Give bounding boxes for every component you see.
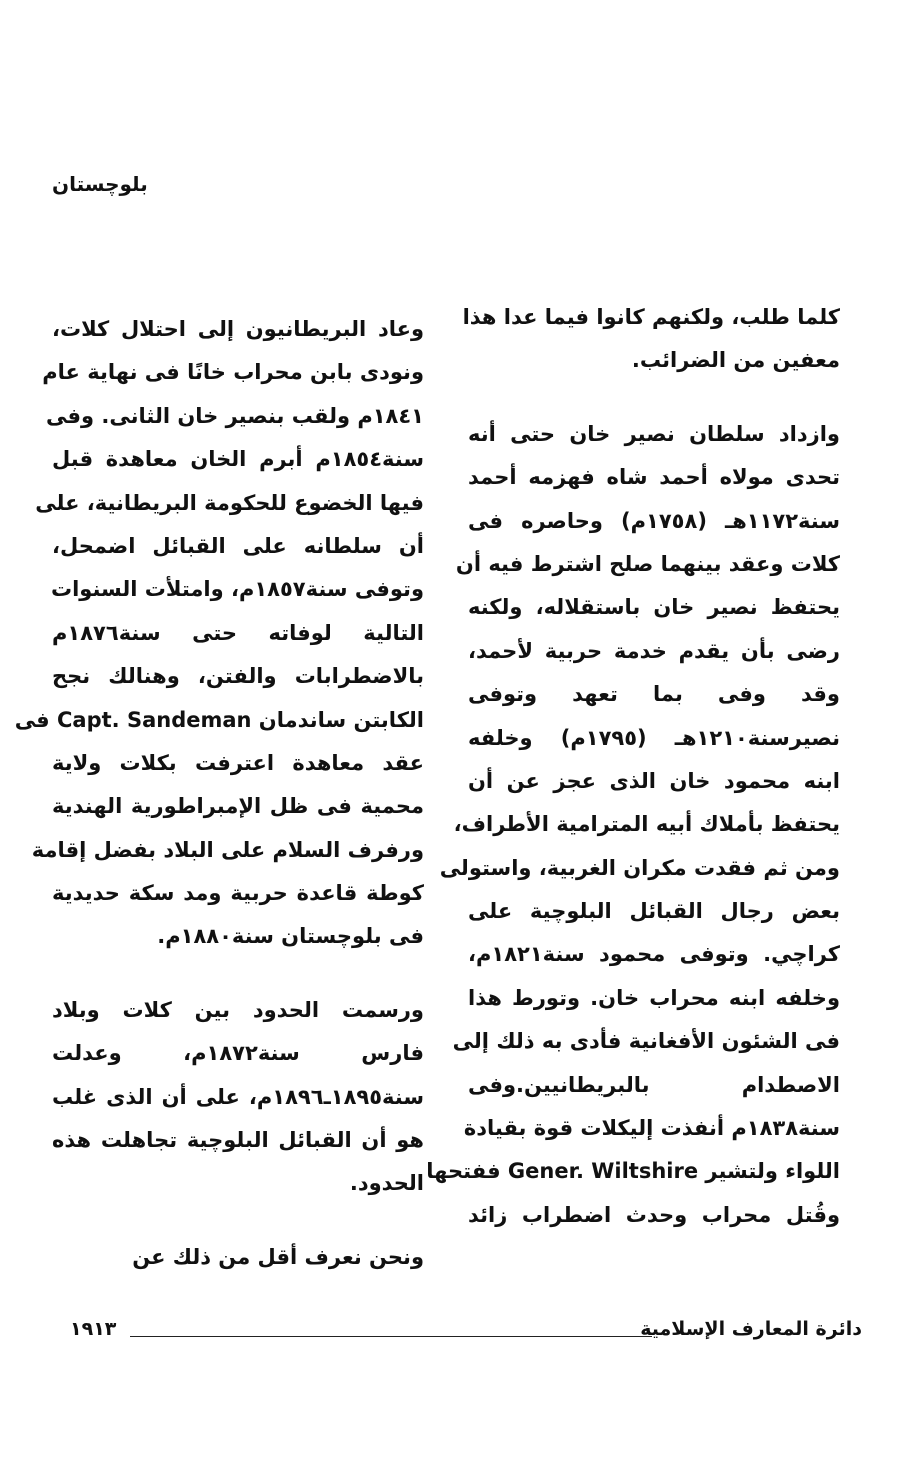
text-line: فيها الخضوع للحكومة البريطانية، على: [35, 490, 424, 515]
text-line: كلات وعقد بينهما صلح اشترط فيه أن: [455, 551, 840, 576]
text-line: كراچي. وتوفى محمود سنة١٨٢١م،: [468, 942, 840, 967]
paragraph: [462, 296, 840, 383]
paragraph-gap: [52, 959, 424, 989]
text-line: فى الشئون الأفغانية فأدى به ذلك إلى: [452, 1029, 840, 1054]
paragraph: [52, 989, 424, 1206]
text-line: الاصطدام بالبريطانيين.وفى: [468, 1072, 840, 1097]
paragraph: [52, 1236, 424, 1279]
running-header-title: بلوچستان: [52, 172, 148, 196]
text-line: الكابتن ساندمان Capt. Sandeman فى: [14, 707, 424, 732]
text-line: ورفرف السلام على البلاد بفضل إقامة: [31, 837, 424, 862]
text-line: أن سلطانه على القبائل اضمحل،: [52, 533, 424, 558]
text-line: محمية فى ظل الإمبراطورية الهندية: [52, 794, 424, 819]
footer-rule: [130, 1336, 652, 1337]
text-line: ابنه محمود خان الذى عجز عن أن: [468, 768, 840, 793]
text-line: ورسمت الحدود بين كلات وبلاد: [52, 997, 424, 1022]
paragraph-gap: [52, 1206, 424, 1236]
text-line: فى بلوچستان سنة١٨٨٠م.: [157, 924, 424, 949]
text-line: سنة١٨٣٨م أنفذت إليكلات قوة بقيادة: [463, 1116, 840, 1141]
paragraph-gap: [468, 383, 840, 413]
text-line: وتوفى سنة١٨٥٧م، وامتلأت السنوات: [50, 577, 424, 602]
text-line: كلما طلب، ولكنهم كانوا فيما عدا هذا: [462, 305, 840, 329]
page-number: ١٩١٣: [70, 1318, 117, 1340]
text-line: فارس سنة١٨٧٢م، وعدلت: [52, 1041, 424, 1066]
text-line: سنة١٨٩٥ـ١٨٩٦م، على أن الذى غلب: [52, 1084, 424, 1109]
text-line: عقد معاهدة اعترفت بكلات ولاية: [52, 750, 424, 775]
text-line: ونودى بابن محراب خانًا فى نهاية عام: [42, 360, 424, 385]
page-footer: [70, 1318, 862, 1348]
text-line: معفين من الضرائب.: [631, 348, 840, 373]
left-column: [14, 308, 424, 1279]
text-line: تحدى مولاه أحمد شاه فهزمه أحمد: [468, 465, 840, 490]
text-line: يحتفظ نصير خان باستقلاله، ولكنه: [468, 595, 840, 620]
text-line: وقد وفى بما تعهد وتوفى: [468, 682, 840, 707]
text-line: وازداد سلطان نصير خان حتى أنه: [468, 421, 840, 446]
text-line: الحدود.: [349, 1171, 424, 1196]
text-line: كوطة قاعدة حربية ومد سكة حديدية: [52, 881, 424, 906]
text-line: بالاضطرابات والفتن، وهنالك نجح: [52, 664, 424, 689]
text-line: نصيرسنة١٢١٠هـ (١٧٩٥م) وخلفه: [468, 725, 840, 750]
text-line: سنة١٨٥٤م أبرم الخان معاهدة قبل: [52, 447, 424, 472]
right-column: [426, 296, 841, 1237]
footer-source-title: دائرة المعارف الإسلامية: [640, 1318, 862, 1340]
text-line: بعض رجال القبائل البلوچية على: [468, 899, 840, 924]
text-line: اللواء ولتشير Gener. Wiltshire ففتحها: [426, 1159, 840, 1184]
text-line: رضى بأن يقدم خدمة حربية لأحمد،: [468, 638, 840, 663]
text-line: وعاد البريطانيون إلى احتلال كلات،: [52, 317, 424, 341]
text-line: ونحن نعرف أقل من ذلك عن: [132, 1244, 424, 1269]
text-line: سنة١١٧٢هـ (١٧٥٨م) وحاصره فى: [468, 508, 841, 533]
text-line: هو أن القبائل البلوچية تجاهلت هذه: [52, 1128, 424, 1153]
text-line: يحتفظ بأملاك أبيه المترامية الأطراف،: [453, 812, 840, 837]
text-line: التالية لوفاته حتى سنة١٨٧٦م: [52, 620, 424, 645]
text-line: ومن ثم فقدت مكران الغربية، واستولى: [439, 855, 840, 880]
paragraph: [426, 413, 841, 1237]
text-line: وقُتل محراب وحدث اضطراب زائد: [468, 1202, 840, 1227]
paragraph: [14, 308, 424, 959]
text-line: وخلفه ابنه محراب خان. وتورط هذا: [468, 985, 840, 1010]
text-line: ١٨٤١م ولقب بنصير خان الثانى. وفى: [46, 403, 424, 428]
